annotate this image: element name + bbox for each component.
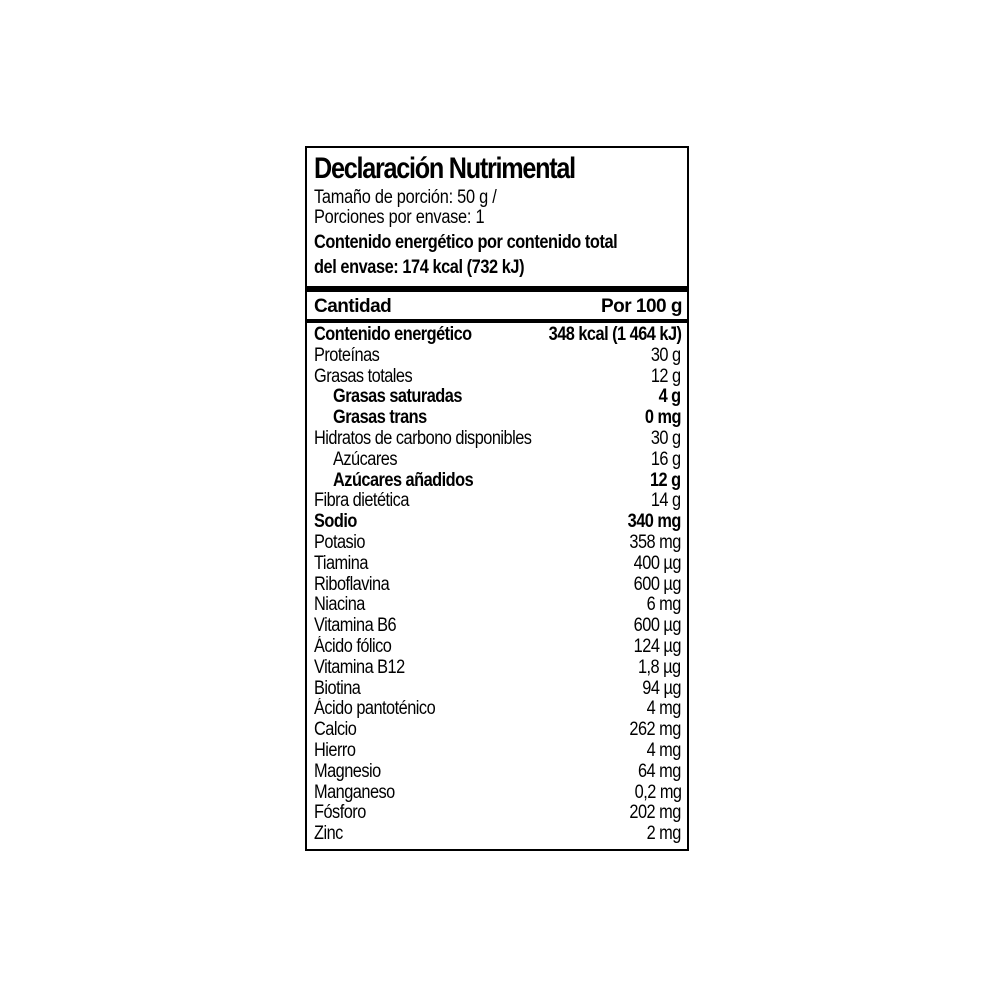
nutrient-value: 1,8 µg (638, 656, 681, 678)
nutrient-name: Hierro (314, 739, 356, 761)
nutrient-value: 124 µg (633, 635, 681, 657)
nutrient-row (307, 511, 687, 532)
nutrient-row (307, 761, 687, 782)
nutrient-name: Azúcares (333, 448, 397, 470)
nutrient-value: 4 mg (646, 739, 681, 761)
nutrient-value: 6 mg (646, 594, 681, 616)
nutrient-value: 0 mg (644, 407, 681, 429)
nutrient-value: 0,2 mg (634, 781, 681, 803)
nutrient-value: 358 mg (629, 531, 681, 553)
nutrient-row (307, 698, 687, 719)
nutrient-value: 94 µg (642, 677, 681, 699)
label-title: Declaración Nutrimental (314, 152, 575, 185)
nutrient-row (307, 490, 687, 511)
nutrient-row (307, 574, 687, 595)
nutrient-name: Ácido pantoténico (314, 698, 436, 720)
nutrient-value: 12 g (650, 469, 681, 491)
nutrient-name: Biotina (314, 677, 361, 699)
nutrient-row (307, 366, 687, 387)
nutrient-value: 2 mg (646, 823, 681, 845)
nutrient-value: 340 mg (627, 511, 681, 533)
nutrient-name: Grasas totales (314, 365, 413, 387)
nutrient-value: 16 g (651, 448, 681, 470)
nutrient-row (307, 386, 687, 407)
nutrient-row (307, 782, 687, 803)
nutrient-name: Sodio (314, 511, 357, 533)
nutrient-row (307, 823, 687, 844)
nutrient-name: Tiamina (314, 552, 368, 574)
nutrient-row (307, 407, 687, 428)
nutrient-row (307, 615, 687, 636)
nutrient-row (307, 553, 687, 574)
header-divider (307, 286, 687, 292)
nutrient-name: Grasas saturadas (333, 386, 462, 408)
nutrient-name: Fósforo (314, 802, 366, 824)
nutrient-value: 30 g (651, 344, 681, 366)
nutrient-row (307, 470, 687, 491)
energy-total-line1: Contenido energético por contenido total (314, 232, 618, 253)
nutrient-value: 14 g (651, 490, 681, 512)
nutrient-row (307, 324, 687, 345)
nutrient-row (307, 719, 687, 740)
energy-total-line2: del envase: 174 kcal (732 kJ) (314, 257, 525, 278)
nutrient-name: Vitamina B6 (314, 615, 397, 637)
column-right-label: Por 100 g (600, 296, 682, 317)
column-header (307, 293, 687, 320)
nutrient-row (307, 532, 687, 553)
nutrition-facts-label (305, 146, 689, 851)
nutrient-name: Hidratos de carbono disponibles (314, 427, 532, 449)
nutrient-value: 202 mg (629, 802, 681, 824)
nutrient-value: 12 g (651, 365, 681, 387)
nutrient-rows (307, 324, 687, 844)
nutrient-name: Proteínas (314, 344, 380, 366)
nutrient-value: 64 mg (638, 760, 681, 782)
nutrient-name: Contenido energético (314, 324, 472, 345)
nutrient-row (307, 678, 687, 699)
nutrient-name: Magnesio (314, 760, 381, 782)
nutrient-value: 600 µg (633, 573, 681, 595)
nutrient-name: Azúcares añadidos (333, 469, 474, 491)
nutrient-name: Fibra dietética (314, 490, 409, 512)
nutrient-name: Calcio (314, 719, 357, 741)
nutrient-name: Vitamina B12 (314, 656, 405, 678)
nutrient-value: 348 kcal (1 464 kJ) (548, 324, 681, 345)
nutrient-row (307, 802, 687, 823)
label-header (307, 148, 687, 287)
nutrient-value: 4 g (658, 386, 681, 408)
nutrient-value: 262 mg (629, 719, 681, 741)
column-divider (307, 319, 687, 323)
nutrient-name: Riboflavina (314, 573, 390, 595)
nutrient-row (307, 657, 687, 678)
nutrient-row (307, 345, 687, 366)
nutrient-name: Manganeso (314, 781, 395, 803)
nutrient-value: 4 mg (646, 698, 681, 720)
nutrient-row (307, 594, 687, 615)
nutrient-value: 400 µg (633, 552, 681, 574)
column-left-label: Cantidad (314, 296, 392, 317)
nutrient-value: 600 µg (633, 615, 681, 637)
nutrient-row (307, 636, 687, 657)
servings-per-container: Porciones por envase: 1 (314, 207, 485, 228)
nutrient-name: Ácido fólico (314, 635, 392, 657)
nutrient-value: 30 g (651, 427, 681, 449)
nutrient-name: Potasio (314, 531, 365, 553)
nutrient-row (307, 428, 687, 449)
nutrient-row (307, 740, 687, 761)
nutrient-name: Niacina (314, 594, 365, 616)
serving-size: Tamaño de porción: 50 g / (314, 187, 497, 208)
nutrient-row (307, 449, 687, 470)
nutrient-name: Zinc (314, 823, 343, 845)
nutrient-name: Grasas trans (333, 407, 427, 429)
